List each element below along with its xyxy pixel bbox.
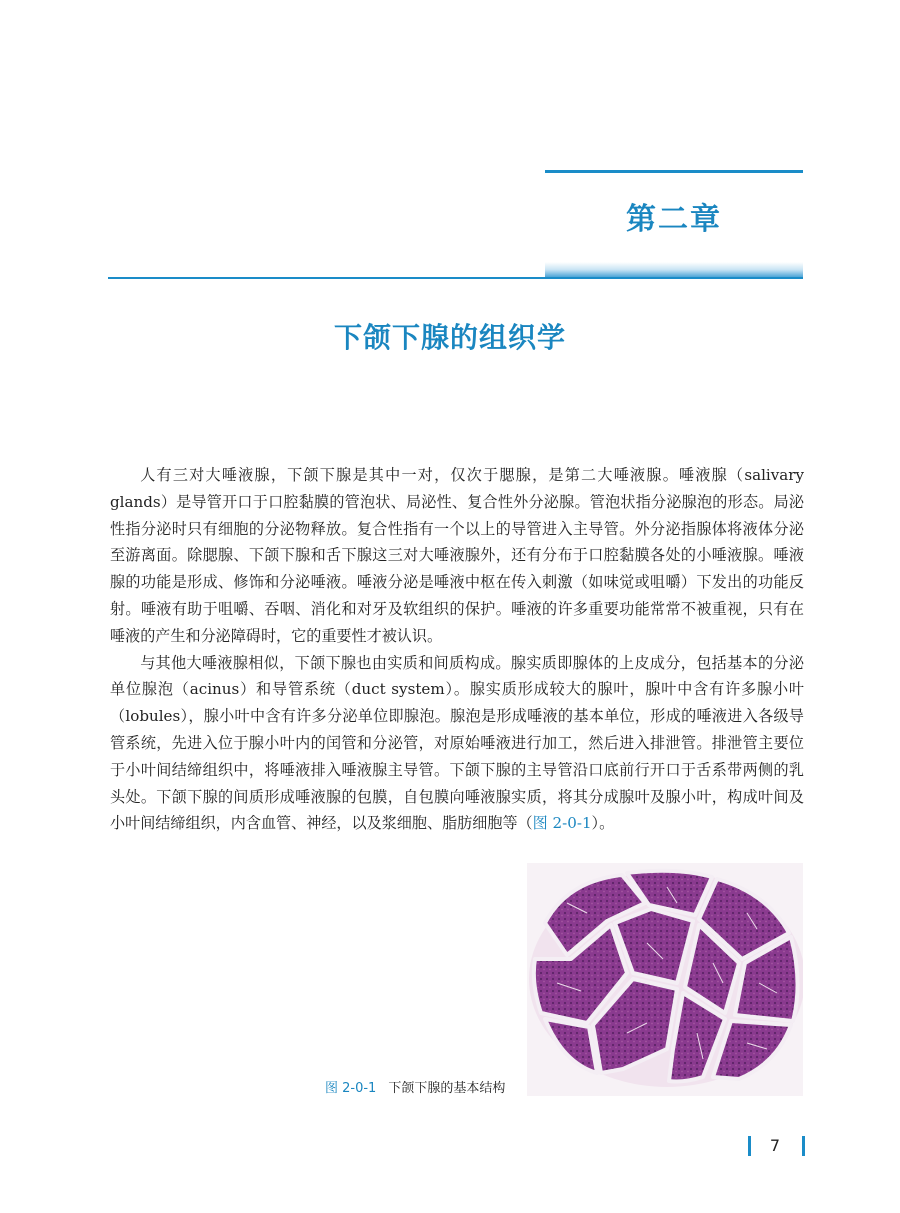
- figure-caption: [325, 1079, 505, 1099]
- page-title: 下颌下腺的组织学: [333, 321, 566, 354]
- histology-micrograph: [527, 863, 803, 1096]
- body-text: [110, 462, 804, 837]
- page-number-left-bar: [748, 1136, 751, 1156]
- page-number-right-bar: [802, 1136, 805, 1156]
- figure-reference-link[interactable]: 图 2-0-1: [532, 814, 592, 833]
- paragraph-2: [110, 650, 804, 838]
- chapter-divider-line: [108, 277, 803, 279]
- paragraph-2-end: ）。: [591, 814, 615, 833]
- figure-number: 图 2-0-1: [325, 1081, 377, 1096]
- chapter-header-rule: [545, 170, 803, 173]
- chapter-label: 第二章: [626, 202, 722, 237]
- page-number: 7: [769, 1136, 781, 1155]
- histology-micrograph-drawing: [527, 863, 803, 1096]
- paragraph-2-text: 与其他大唾液腺相似，下颌下腺也由实质和间质构成。腺实质即腺体的上皮成分，包括基本的分泌单位腺泡（acinus）和导管系统（duct system）。腺实质形成较大的腺叶，腺叶中含有许多腺小叶（lobules），腺小叶中含有许多分泌单位即腺泡。腺泡是形成唾液的基本单位，形成的唾液进入各级导管系统，先进入位于腺小叶内的闰管和分泌管，对原始唾液进行加工，然后进入排泄管。排泄管主要位于小叶间结缔组织中，将唾液排入唾液腺主导管。下颌下腺的主导管沿口底前行开口于舌系带两侧的乳头处。下颌下腺的间质形成唾液腺的包膜，自包膜向唾液腺实质，将其分成腺叶及腺小叶，构成叶间及小叶间结缔组织，内含血管、神经，以及浆细胞、脂肪细胞等（: [110, 653, 804, 833]
- figure-caption-text: 下颌下腺的基本结构: [388, 1081, 506, 1096]
- paragraph-1: 人有三对大唾液腺，下颌下腺是其中一对，仅次于腮腺，是第二大唾液腺。唾液腺（salivary glands）是导管开口于口腔黏膜的管泡状、局泌性、复合性外分泌腺。管泡状指分泌腺泡的形态。局泌性指分泌时只有细胞的分泌物释放。复合性指有一个以上的导管进入主导管。外分泌指腺体将液体分泌至游离面。除腮腺、下颌下腺和舌下腺这三对大唾液腺外，还有分布于口腔黏膜各处的小唾液腺。唾液腺的功能是形成、修饰和分泌唾液。唾液分泌是唾液中枢在传入刺激（如味觉或咀嚼）下发出的功能反射。唾液有助于咀嚼、吞咽、消化和对牙及软组织的保护。唾液的许多重要功能常常不被重视，只有在唾液的产生和分泌障碍时，它的重要性才被认识。: [110, 466, 804, 645]
